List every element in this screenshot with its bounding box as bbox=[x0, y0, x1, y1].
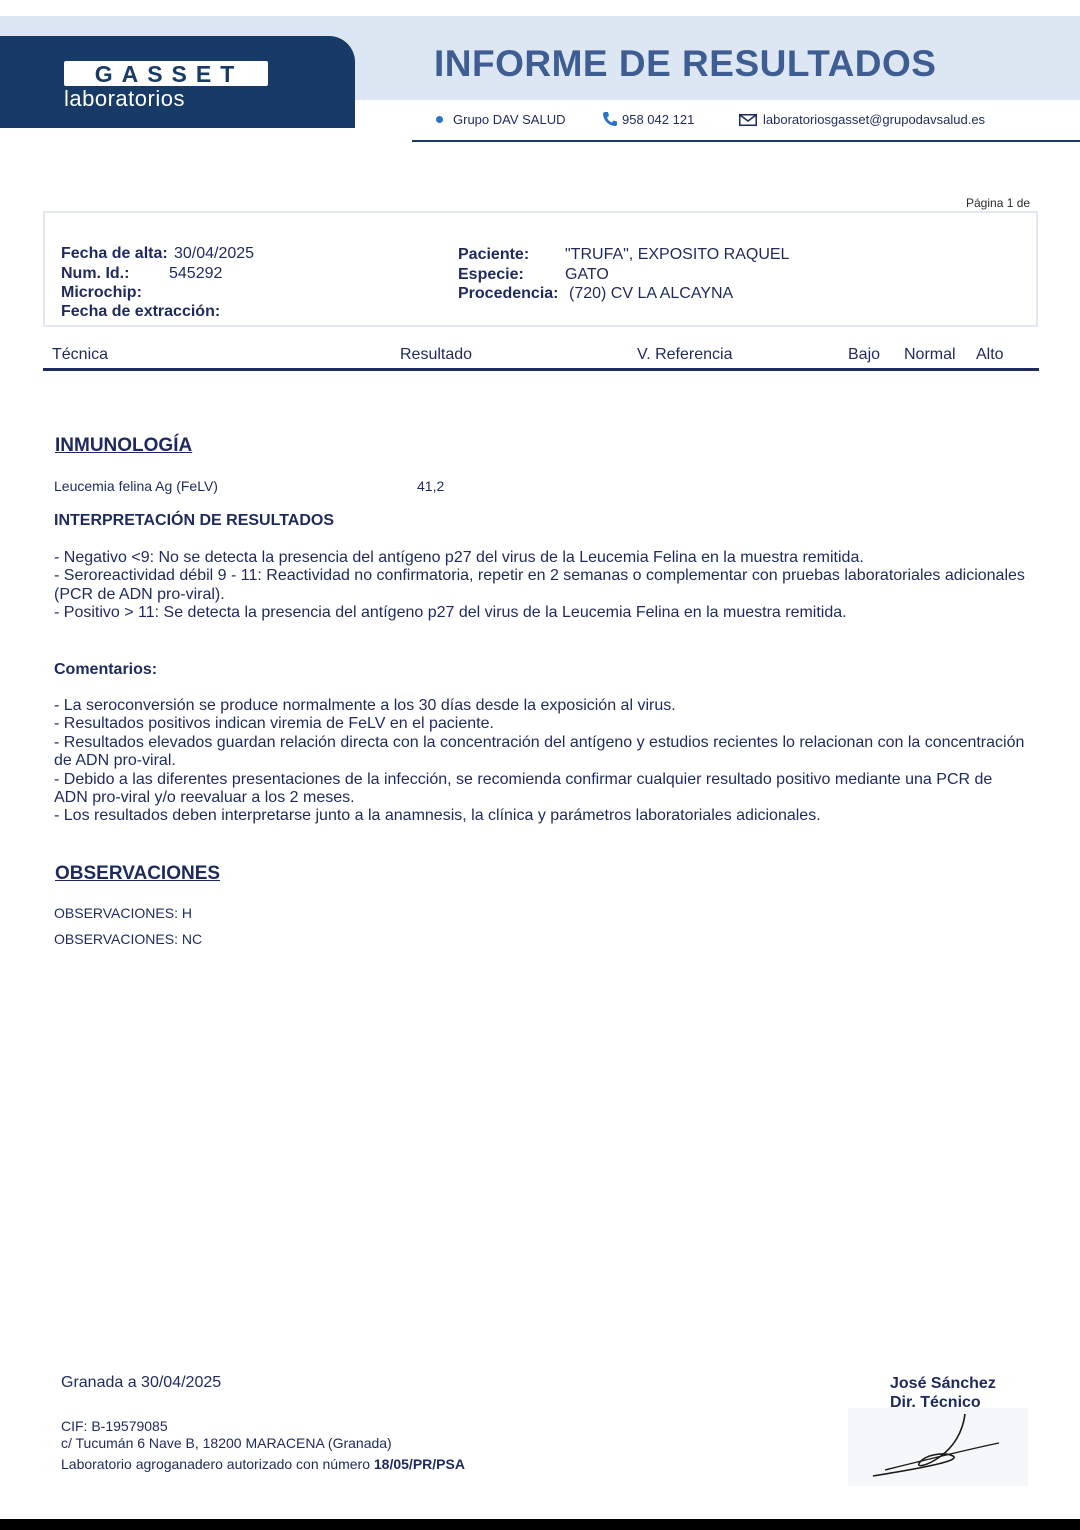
comentario-line: - La seroconversión se produce normalmente a los 30 días desde la exposición al virus. bbox=[54, 697, 676, 714]
phone-number: 958 042 121 bbox=[622, 112, 695, 127]
comentario-line: - Resultados positivos indican viremia de FeLV en el paciente. bbox=[54, 715, 494, 733]
especie-value: GATO bbox=[565, 266, 609, 283]
logo-name: GASSET bbox=[94, 61, 244, 87]
column-alto: Alto bbox=[976, 346, 1004, 363]
authorization bbox=[61, 1456, 465, 1472]
logo-subtitle: laboratorios bbox=[64, 86, 185, 111]
fecha-extraccion-label: Fecha de extracción: bbox=[61, 303, 221, 320]
authorization-prefix: Laboratorio agroganadero autorizado con número bbox=[61, 1456, 370, 1472]
observacion-line: OBSERVACIONES: NC bbox=[54, 931, 203, 947]
procedencia-value: (720) CV LA ALCAYNA bbox=[569, 285, 734, 302]
table-header-rule bbox=[43, 368, 1039, 371]
column-resultado: Resultado bbox=[400, 346, 473, 363]
paciente-value: "TRUFA", EXPOSITO RAQUEL bbox=[565, 246, 790, 263]
fecha-alta-label: Fecha de alta: bbox=[61, 245, 168, 262]
microchip-label: Microchip: bbox=[61, 284, 142, 301]
report-title: INFORME DE RESULTADOS bbox=[434, 43, 937, 84]
test-name: Leucemia felina Ag (FeLV) bbox=[54, 478, 218, 494]
authorization-number: 18/05/PR/PSA bbox=[373, 1456, 465, 1472]
procedencia-label: Procedencia: bbox=[458, 285, 559, 302]
fecha-alta-value: 30/04/2025 bbox=[174, 245, 255, 262]
column-tecnica: Técnica bbox=[52, 346, 109, 363]
column-referencia: V. Referencia bbox=[637, 346, 733, 363]
signer-name: José Sánchez bbox=[890, 1375, 996, 1392]
interpretacion-line: - Negativo <9: No se detecta la presencia del antígeno p27 del virus de la Leucemia Felina en la muestra remitida. bbox=[54, 549, 864, 566]
cif: CIF: B-19579085 bbox=[61, 1418, 168, 1434]
comentario-line: ADN pro-viral y/o reevaluar a los 2 meses. bbox=[54, 789, 355, 807]
comentario-line: - Resultados elevados guardan relación directa con la concentración del antígeno y estudios recientes lo relacionan con la concentración bbox=[54, 733, 1025, 751]
column-bajo: Bajo bbox=[848, 346, 881, 363]
phone-icon bbox=[602, 111, 618, 127]
comentarios-title: Comentarios: bbox=[54, 661, 158, 678]
group-name: Grupo DAV SALUD bbox=[453, 112, 566, 127]
interpretacion-title: INTERPRETACIÓN DE RESULTADOS bbox=[54, 512, 335, 529]
section-observaciones: OBSERVACIONES bbox=[55, 863, 221, 884]
comentario-line: - Debido a las diferentes presentaciones de la infección, se recomienda confirmar cualquier resultado positivo mediante una PCR de bbox=[54, 770, 993, 788]
address: c/ Tucumán 6 Nave B, 18200 MARACENA (Granada) bbox=[61, 1435, 392, 1451]
column-normal: Normal bbox=[904, 346, 956, 363]
num-id-label: Num. Id.: bbox=[61, 265, 130, 282]
page-number: Página 1 de bbox=[966, 196, 1031, 210]
place-date: Granada a 30/04/2025 bbox=[61, 1374, 222, 1391]
comentario-line: de ADN pro-viral. bbox=[54, 752, 176, 770]
interpretacion-line: (PCR de ADN pro-viral). bbox=[54, 585, 225, 603]
signer-title: Dir. Técnico bbox=[890, 1394, 981, 1411]
section-inmunologia: INMUNOLOGÍA bbox=[55, 435, 193, 456]
num-id-value: 545292 bbox=[169, 265, 223, 282]
interpretacion-line: - Positivo > 11: Se detecta la presencia del antígeno p27 del virus de la Leucemia Felina en la muestra remitida. bbox=[54, 604, 847, 622]
paciente-label: Paciente: bbox=[458, 246, 530, 263]
signature bbox=[865, 1410, 1005, 1482]
mail-icon bbox=[739, 114, 757, 126]
especie-label: Especie: bbox=[458, 266, 524, 283]
test-result: 41,2 bbox=[417, 478, 444, 494]
top-margin bbox=[0, 0, 1080, 16]
interpretacion-block bbox=[54, 549, 1056, 623]
header-underline bbox=[412, 140, 1080, 142]
bullet-icon bbox=[436, 116, 443, 123]
interpretacion-line: - Seroreactividad débil 9 - 11: Reactividad no confirmatoria, repetir en 2 semanas o complementar con pruebas laboratoriales adicionales bbox=[54, 567, 1025, 585]
bottom-bar bbox=[0, 1519, 1080, 1530]
email-link[interactable]: laboratoriosgasset@grupodavsalud.es bbox=[763, 112, 986, 127]
comentarios-block bbox=[54, 697, 1056, 826]
comentario-line: - Los resultados deben interpretarse junto a la anamnesis, la clínica y parámetros laboratoriales adicionales. bbox=[54, 807, 821, 825]
observacion-line: OBSERVACIONES: H bbox=[54, 905, 192, 921]
